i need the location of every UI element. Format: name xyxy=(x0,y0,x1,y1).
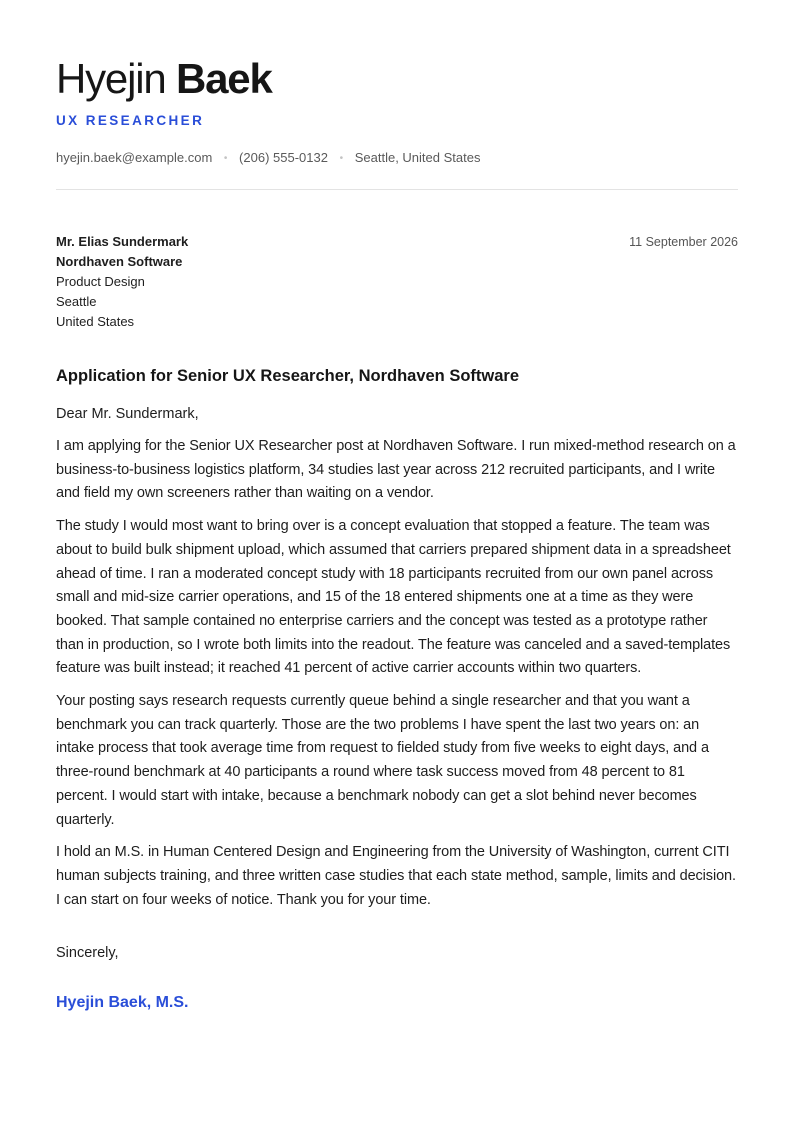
letter-closing: Sincerely, xyxy=(56,945,119,962)
applicant-last-name: Baek xyxy=(176,55,272,102)
recipient-name: Mr. Elias Sundermark xyxy=(56,234,189,249)
contact-line xyxy=(56,149,738,168)
body-paragraph: I hold an M.S. in Human Centered Design and Engineering from the University of Washington, current CITI human subjects training, and three written case studies that each state method, sample, limits and decision. I can start on four weeks of notice. Thank you for your time. xyxy=(56,844,736,908)
letter-date: 11 September 2026 xyxy=(629,235,738,249)
contact-location: Seattle, United States xyxy=(354,150,481,165)
header-divider xyxy=(56,189,738,190)
recipient-city: Seattle xyxy=(56,294,97,309)
letter-subject: Application for Senior UX Researcher, Nordhaven Software xyxy=(56,367,520,385)
letter-salutation: Dear Mr. Sundermark, xyxy=(56,406,199,422)
body-paragraph: I am applying for the Senior UX Researcher post at Nordhaven Software. I run mixed-method research on a business-to-business logistics platform, 34 studies last year across 212 recruited participants, and I write and field my own screeners rather than waiting on a vendor. xyxy=(56,438,736,502)
letter-signature: Hyejin Baek, M.S. xyxy=(56,994,189,1012)
applicant-name xyxy=(56,54,738,104)
contact-separator: • xyxy=(339,153,344,164)
applicant-first-name: Hyejin xyxy=(56,55,166,102)
recipient-company: Nordhaven Software xyxy=(56,254,183,269)
contact-email: hyejin.baek@example.com xyxy=(56,150,213,165)
address-row xyxy=(56,232,738,332)
contact-phone: (206) 555-0132 xyxy=(239,150,328,165)
cover-letter-page xyxy=(56,0,738,1014)
body-paragraph: The study I would most want to bring over is a concept evaluation that stopped a feature. The team was about to build bulk shipment upload, which assumed that carriers prepared shipment data in a spreadsheet ahead of time. I ran a moderated concept study with 18 participants recruited from our own panel across small and mid-size carrier operations, and 15 of the 18 entered shipments one at a time as they were booked. That sample contained no enterprise carriers and the concept was tested as a prototype rather than in production, so I wrote both limits into the readout. The feature was canceled and a saved-templates feature was built instead; it reached 41 percent of active carrier accounts within two quarters. xyxy=(56,518,731,677)
recipient-department: Product Design xyxy=(56,274,145,289)
body-paragraph: Your posting says research requests currently queue behind a single researcher and that you want a benchmark you can track quarterly. Those are the two problems I have spent the last two years on: an intake process that took average time from request to fielded study from five weeks to eight days, and a three-round benchmark at 40 participants a round where task success moved from 48 percent to 81 percent. I would start with intake, because a benchmark nobody can get a slot behind never becomes quarterly. xyxy=(56,693,709,828)
applicant-role: UX RESEARCHER xyxy=(56,113,205,128)
letter-header xyxy=(56,0,738,190)
contact-separator: • xyxy=(223,153,228,164)
recipient-country: United States xyxy=(56,314,135,329)
recipient-block xyxy=(56,232,188,332)
